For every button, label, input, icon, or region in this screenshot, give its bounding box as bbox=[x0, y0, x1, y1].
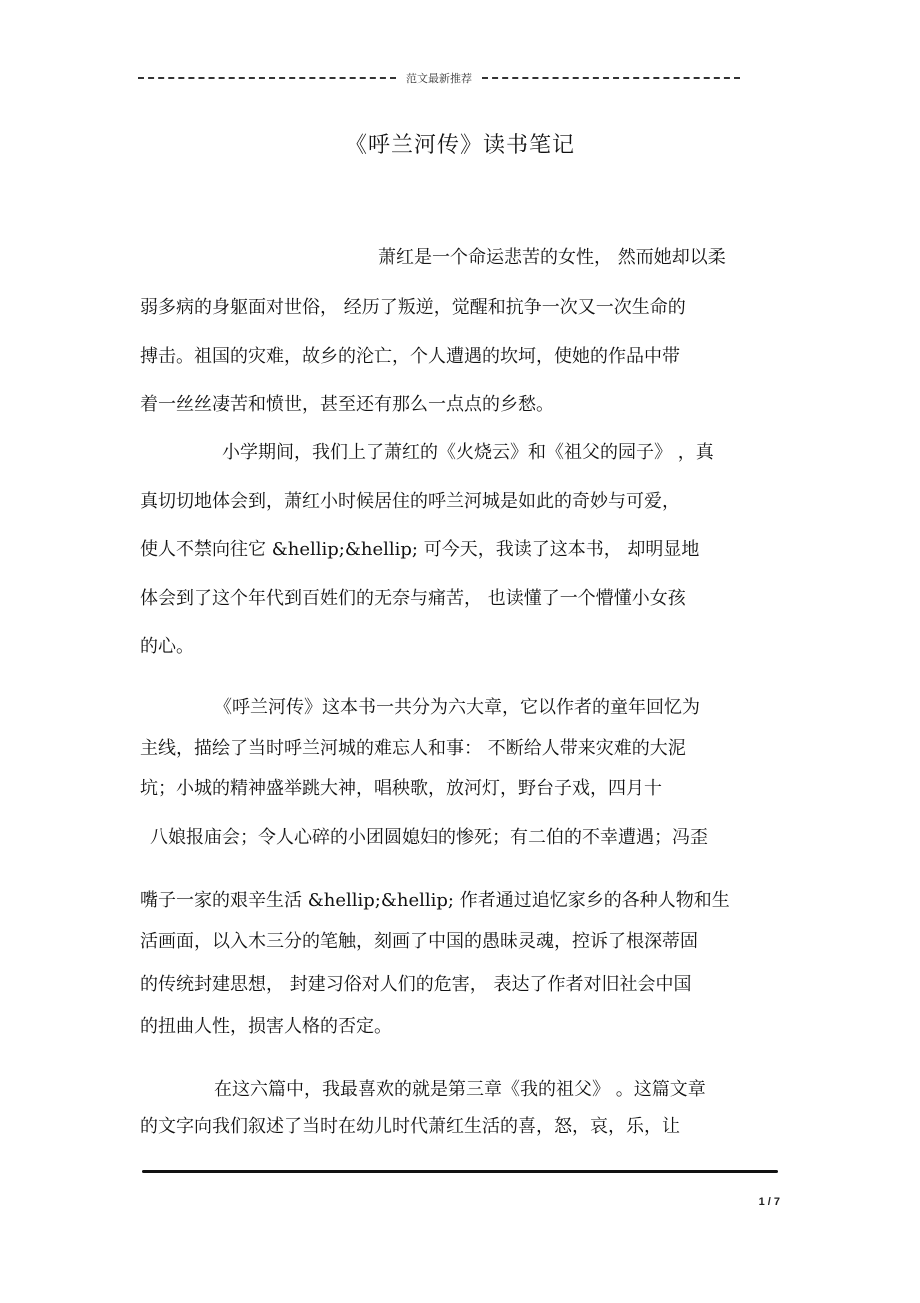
header-dash-right bbox=[482, 77, 740, 79]
text-line: 主线，描绘了当时呼兰河城的难忘人和事： 不断给人带来灾难的大泥 bbox=[140, 738, 686, 759]
text-line: 在这六篇中，我最喜欢的就是第三章《我的祖父》 。这篇文章 bbox=[214, 1079, 706, 1100]
document-title: 《呼兰河传》读书笔记 bbox=[344, 133, 575, 158]
text-line: 使人不禁向往它 &hellip;&hellip; 可今天，我读了这本书， 却明显地 bbox=[140, 539, 700, 560]
page-header bbox=[138, 68, 740, 88]
footer-rule bbox=[142, 1170, 778, 1173]
header-label: 范文最新推荐 bbox=[406, 72, 472, 85]
text-line: 搏击。祖国的灾难，故乡的沦亡，个人遭遇的坎坷，使她的作品中带 bbox=[140, 346, 680, 367]
text-line: 八娘报庙会；令人心碎的小团圆媳妇的惨死；有二伯的不幸遭遇；冯歪 bbox=[150, 827, 708, 848]
text-line: 《呼兰河传》这本书一共分为六大章，它以作者的童年回忆为 bbox=[214, 697, 700, 718]
page-number: 1 / 7 bbox=[758, 1196, 780, 1208]
text-line: 坑；小城的精神盛举跳大神，唱秧歌，放河灯，野台子戏，四月十 bbox=[140, 778, 662, 799]
text-line: 嘴子一家的艰辛生活 &hellip;&hellip; 作者通过追忆家乡的各种人物和生 bbox=[140, 890, 730, 911]
text-line: 着一丝丝凄苦和愤世，甚至还有那么一点点的乡愁。 bbox=[140, 394, 554, 415]
text-line: 弱多病的身躯面对世俗， 经历了叛逆，觉醒和抗争一次又一次生命的 bbox=[140, 297, 686, 318]
text-line: 小学期间，我们上了萧红的《火烧云》和《祖父的园子》 ，真 bbox=[222, 442, 714, 463]
text-line: 体会到了这个年代到百姓们的无奈与痛苦， 也读懂了一个懵懂小女孩 bbox=[140, 588, 686, 609]
header-dash-left bbox=[138, 77, 396, 79]
text-line: 的文字向我们叙述了当时在幼儿时代萧红生活的喜，怒，哀，乐，让 bbox=[140, 1116, 680, 1137]
text-line: 活画面，以入木三分的笔触，刻画了中国的愚昧灵魂，控诉了根深蒂固 bbox=[140, 931, 698, 952]
text-line: 的扭曲人性，损害人格的否定。 bbox=[140, 1016, 392, 1037]
text-line: 真切切地体会到，萧红小时候居住的呼兰河城是如此的奇妙与可爱， bbox=[140, 491, 680, 512]
text-line: 萧红是一个命运悲苦的女性， 然而她却以柔 bbox=[378, 247, 726, 268]
text-line: 的传统封建思想， 封建习俗对人们的危害， 表达了作者对旧社会中国 bbox=[140, 974, 692, 995]
text-line: 的心。 bbox=[140, 636, 194, 657]
